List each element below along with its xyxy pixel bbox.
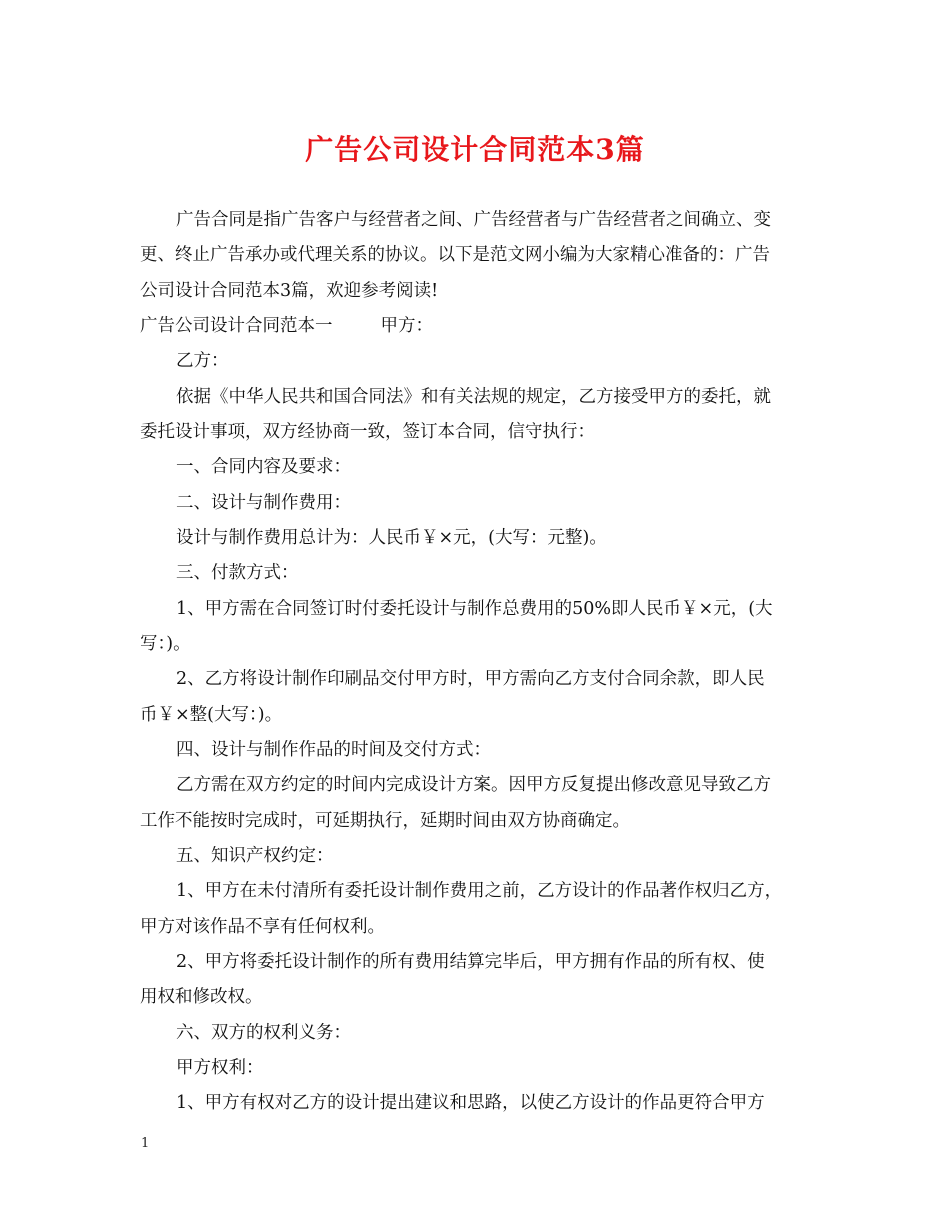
paragraph-line: 1、甲方有权对乙方的设计提出建议和思路，以使乙方设计的作品更符合甲方 [176,1093,765,1113]
paragraph-line: 公司设计合同范本3篇，欢迎参考阅读! [140,281,439,301]
party-a-label: 甲方： [380,316,433,336]
section-heading: 二、设计与制作费用： [176,493,351,513]
page-number: 1 [141,1136,150,1151]
paragraph-line: 依据《中华人民共和国合同法》和有关法规的规定，乙方接受甲方的委托，就 [176,387,771,407]
paragraph-line: 乙方需在双方约定的时间内完成设计方案。因甲方反复提出修改意见导致乙方 [176,775,771,795]
section-heading: 四、设计与制作作品的时间及交付方式： [176,740,491,760]
paragraph-line: 委托设计事项，双方经协商一致，签订本合同，信守执行： [140,422,595,442]
paragraph-line: 写：)。 [140,634,191,654]
paragraph-line: 广告合同是指广告客户与经营者之间、广告经营者与广告经营者之间确立、变 [176,210,771,230]
paragraph-line: 用权和修改权。 [140,987,263,1007]
paragraph-line: 甲方对该作品不享有任何权利。 [140,917,385,937]
paragraph-line: 1、甲方在未付清所有委托设计制作费用之前，乙方设计的作品著作权归乙方， [176,881,783,901]
paragraph-line: 工作不能按时完成时，可延期执行，延期时间由双方协商确定。 [140,811,630,831]
paragraph-line: 更、终止广告承办或代理关系的协议。以下是范文网小编为大家精心准备的：广告 [140,245,770,265]
section-heading-line [140,314,840,338]
party-b-label: 乙方： [176,351,229,371]
subsection-heading: 甲方权利： [176,1058,264,1078]
section-heading: 一、合同内容及要求： [176,457,351,477]
paragraph-line: 2、乙方将设计制作印刷品交付甲方时，甲方需向乙方支付合同余款，即人民 [176,669,765,689]
document-title: 广告公司设计合同范本3篇 [305,133,645,166]
paragraph-line: 设计与制作费用总计为：人民币￥×元，(大写：元整)。 [176,528,607,548]
contract-one-heading: 广告公司设计合同范本一 [140,316,333,336]
paragraph-line: 2、甲方将委托设计制作的所有费用结算完毕后，甲方拥有作品的所有权、使 [176,952,765,972]
section-heading: 三、付款方式： [176,563,299,583]
paragraph-line: 1、甲方需在合同签订时付委托设计与制作总费用的50%即人民币￥×元，(大 [176,599,773,619]
section-heading: 六、双方的权利义务： [176,1023,351,1043]
section-heading: 五、知识产权约定： [176,846,334,866]
paragraph-line: 币￥×整(大写：)。 [140,705,283,725]
